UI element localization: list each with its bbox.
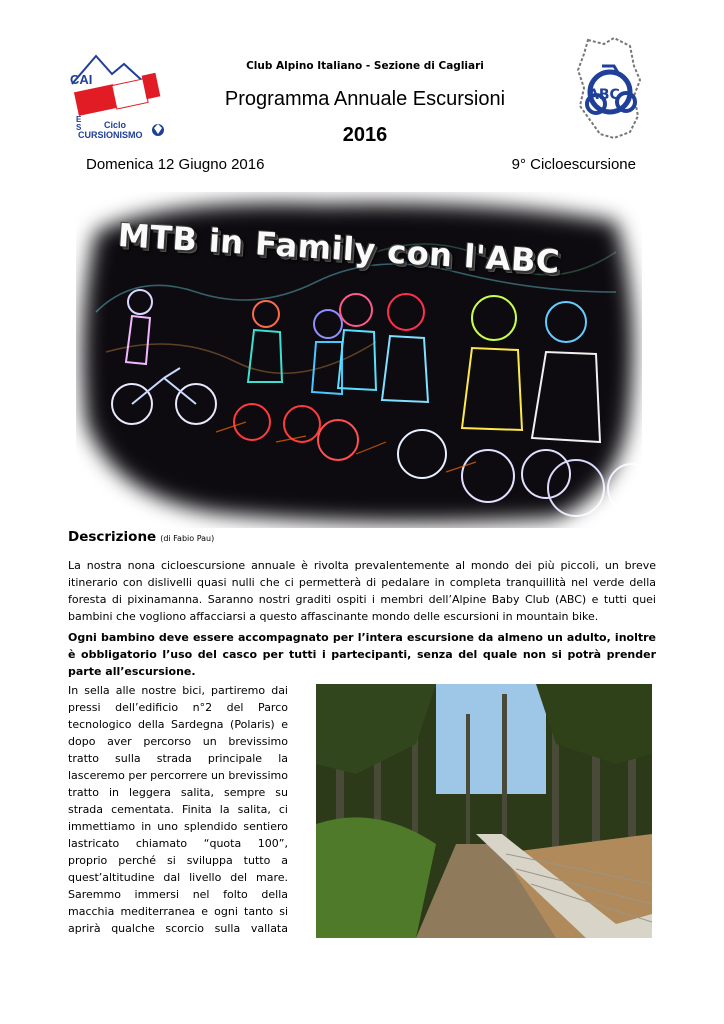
description-paragraph-2-bold: Ogni bambino deve essere accompagnato per l’intera escursione da almeno un adulto, inoltre è obbligatorio l’uso del casco per tutti i partecipanti, senza del quale non si potrà prender parte all’escursione. [68, 631, 656, 678]
description-author: (di Fabio Pau) [160, 534, 215, 543]
programme-year: 2016 [342, 124, 388, 146]
svg-text:CAI: CAI [70, 72, 93, 87]
svg-text:S: S [76, 123, 82, 132]
description-heading-text: Descrizione [68, 529, 157, 545]
cai-cicloescursionismo-logo [66, 44, 170, 146]
svg-text:CURSIONISMO: CURSIONISMO [78, 130, 143, 140]
description-heading [68, 529, 214, 545]
abc-logo [574, 36, 644, 142]
forest-path-photo [316, 684, 652, 938]
svg-text:Ciclo: Ciclo [104, 120, 127, 130]
club-name: Club Alpino Italiano - Sezione di Cagliari [246, 60, 484, 72]
svg-text:E: E [76, 115, 82, 124]
hero-title: MTB in Family con l'ABC [116, 216, 562, 281]
event-date: Domenica 12 Giugno 2016 [86, 156, 265, 173]
description-paragraph-3: In sella alle nostre bici, partiremo dai pressi dell’edificio n°2 del Parco tecnologico della Sardegna (Polaris) e dopo aver percorso un brevissimo tratto sulla strada principale la lasceremo per percorrere un brevissimo tratto in leggera salita, sempre su strada cementata. Finita la salita, ci immettiamo in uno splendido sentiero lastricato chiamato “quota 100”, proprio perché si sviluppa tutto a quest’altitudine dal livello del mare. Saremmo immersi nel folto della macchia mediterranea e ogni tanto si aprirà qualche scorcio sulla vallata [68, 684, 288, 935]
svg-text:ABC: ABC [588, 87, 620, 103]
programme-title: Programma Annuale Escursioni [224, 88, 506, 110]
description-paragraph-1: La nostra nona cicloescursione annuale è rivolta prevalentemente al mondo dei più piccoli, un breve itinerario con dislivelli quasi nulli che ci permetterà di pedalare in completa tranquillità nel verde della foresta di pixinamanna. Saranno nostri graditi ospiti i membri dell’Alpine Baby Club (ABC) e tutti quei bambini che vogliono affacciarsi a questo affascinante mondo delle escursioni in mountain bike. [68, 559, 656, 623]
event-number: 9° Cicloescursione [511, 156, 636, 173]
